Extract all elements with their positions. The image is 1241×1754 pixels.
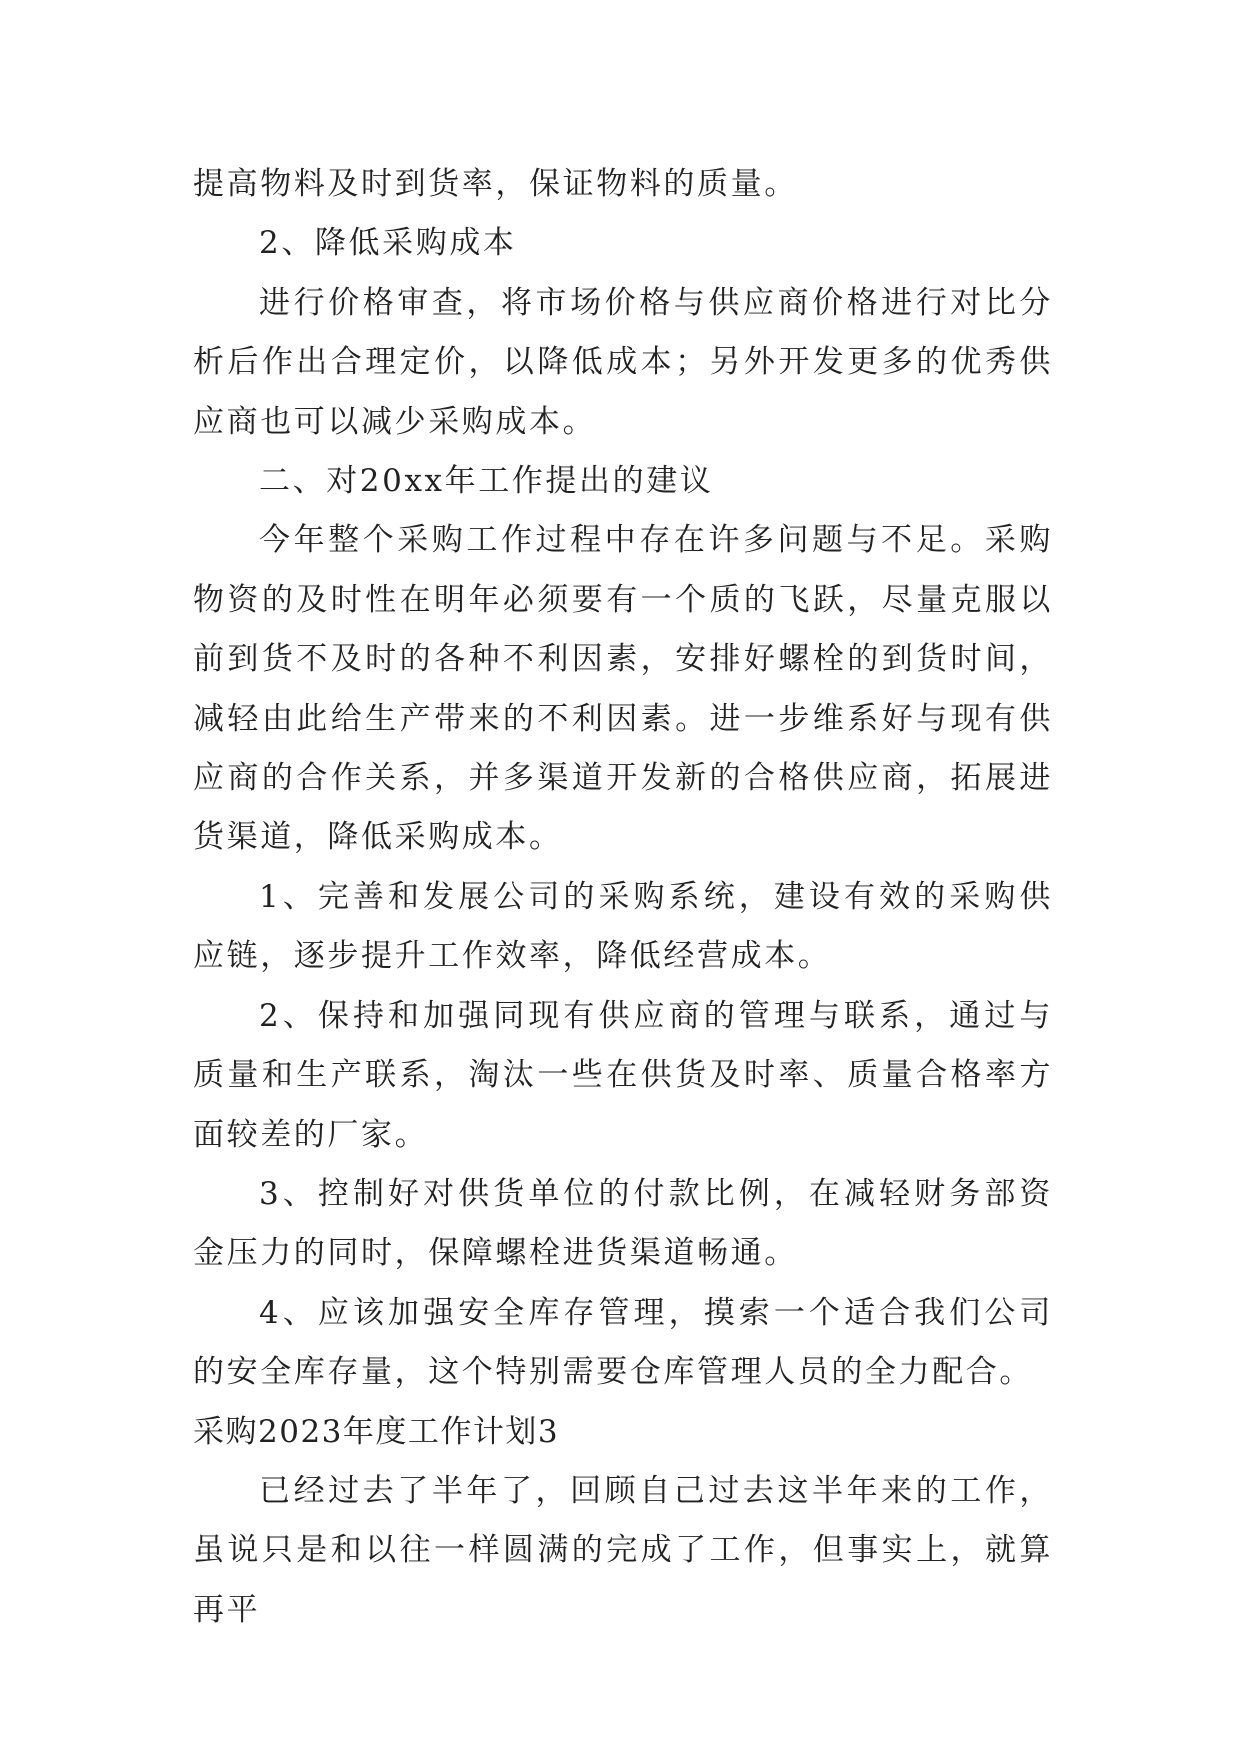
paragraph-problems: 今年整个采购工作过程中存在许多问题与不足。采购物资的及时性在明年必须要有一个质的飞跃，尽量克服以前到货不及时的各种不利因素，安排好螺栓的到货时间，减轻由此给生产带来的不利因素。进一步维系好与现有供应商的合作关系，并多渠道开发新的合格供应商，拓展进货渠道，降低采购成本。 <box>193 522 1053 856</box>
paragraph-half-year-review: 已经过去了半年了，回顾自己过去这半年来的工作，虽说只是和以往一样圆满的完成了工作，但事实上，就算再平 <box>193 1472 1053 1628</box>
section-title-plan-3: 采购2023年度工作计划3 <box>193 1413 560 1450</box>
list-item-1: 1、完善和发展公司的采购系统，建设有效的采购供应链，逐步提升工作效率，降低经营成本。 <box>193 878 1053 975</box>
heading-suggestions: 二、对20xx年工作提出的建议 <box>259 463 714 500</box>
paragraph-price-review: 进行价格审查，将市场价格与供应商价格进行对比分析后作出合理定价，以降低成本；另外开发更多的优秀供应商也可以减少采购成本。 <box>193 284 1053 440</box>
paragraph-material-quality: 提高物料及时到货率，保证物料的质量。 <box>193 166 798 202</box>
document-body <box>193 155 1053 1640</box>
heading-reduce-cost: 2、降低采购成本 <box>259 225 517 262</box>
list-item-2: 2、保持和加强同现有供应商的管理与联系，通过与质量和生产联系，淘汰一些在供货及时率、质量合格率方面较差的厂家。 <box>193 997 1053 1153</box>
list-item-4: 4、应该加强安全库存管理，摸索一个适合我们公司的安全库存量，这个特别需要仓库管理人员的全力配合。 <box>193 1294 1053 1391</box>
list-item-3: 3、控制好对供货单位的付款比例，在减轻财务部资金压力的同时，保障螺栓进货渠道畅通。 <box>193 1175 1053 1272</box>
